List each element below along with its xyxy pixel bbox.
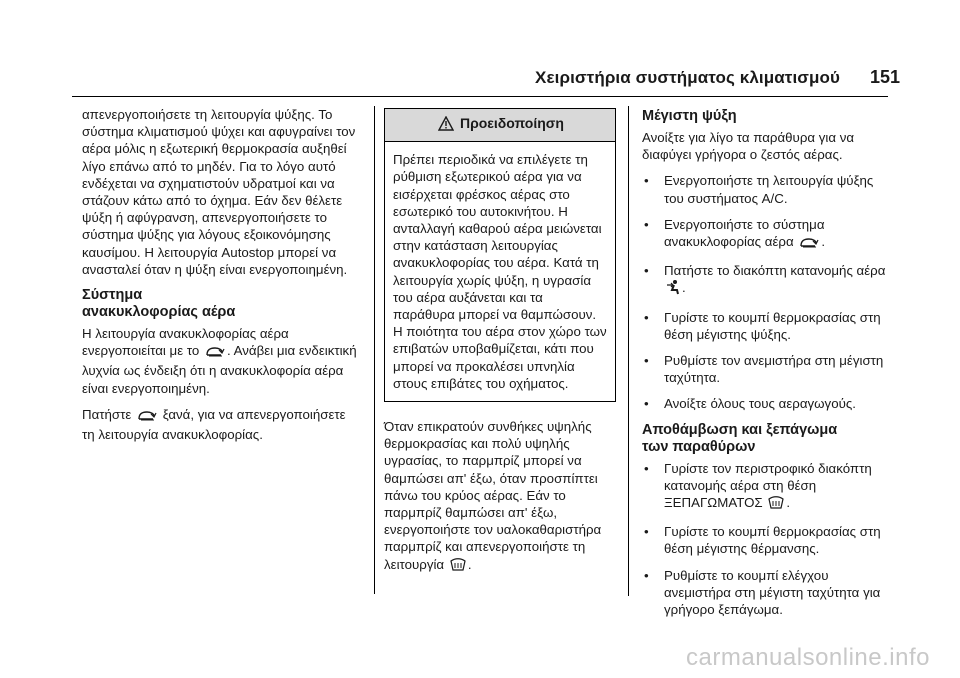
recirculation-text-before: Η λειτουργία ανακυκλοφορίας αέρα ενεργοποιείται με το <box>82 326 289 359</box>
recirculation-icon <box>137 409 157 426</box>
fogging-paragraph <box>384 418 616 576</box>
column-1 <box>82 106 357 452</box>
windshield-defrost-icon <box>450 558 466 576</box>
recirculation-heading <box>82 287 357 321</box>
list-item <box>642 460 886 515</box>
recirculation-heading-line1: Σύστημα <box>82 287 143 304</box>
list-item-end: . <box>786 495 791 511</box>
column-divider-1 <box>374 106 375 594</box>
list-item: • Ρυθμίστε το κουμπί ελέγχου ανεμιστήρα στη μέγιστη ταχύτητα για γρήγορο ξεπάγωμα. <box>642 567 886 619</box>
list-item <box>642 262 886 299</box>
press-text: Πατήστε <box>82 406 132 422</box>
column-2 <box>384 106 616 585</box>
defrost-list <box>642 460 886 619</box>
page-number: 151 <box>869 67 900 87</box>
warning-header <box>385 109 615 142</box>
list-item: • Γυρίστε το κουμπί θερμοκρασίας στη θέση μέγιστης θέρμανσης. <box>642 523 886 557</box>
warning-text: Πρέπει περιοδικά να επιλέγετε τη ρύθμιση εξωτερικού αέρα για να εισέρχεται φρέσκος αέρας στο εσωτερικό του αυτοκινήτου. Η ανταλλαγή καθαρού αέρα μειώνεται στην κατάσταση λειτουργίας ανακυκλοφορίας του αέρα. Κατά τη λειτουργία χωρίς ψύξη, η υγρασία του αέρα αυξάνεται και τα παράθυρα μπορεί να θαμπώσουν. Η ποιότητα του αέρα στον χώρο των επιβατών υποβαθμίζεται, κάτι που μπορεί να προκαλέσει υπνηλία στους επιβάτες του οχήματος. <box>393 152 607 391</box>
recirculation-off-paragraph <box>82 406 357 443</box>
list-item: • Ρυθμίστε τον ανεμιστήρα στη μέγιστη ταχύτητα. <box>642 352 886 386</box>
recirculation-icon <box>799 236 819 253</box>
defrost-heading-line2: των παραθύρων <box>642 438 756 455</box>
page-header <box>0 66 960 96</box>
section-title: Χειριστήρια συστήματος κλιματισμού <box>535 68 840 87</box>
defrost-heading <box>642 422 886 456</box>
max-cooling-heading: Μέγιστη ψύξη <box>642 108 737 124</box>
warning-box <box>384 108 616 402</box>
recirculation-icon <box>205 345 225 362</box>
recirculation-text-after: . Ανάβει μια ενδεικτική λυχνία ως ένδειξη ότι η ανακυκλοφορία αέρα είναι ενεργοποιημένη. <box>82 343 357 396</box>
air-distribution-icon <box>666 279 680 299</box>
list-item-end: . <box>682 280 686 296</box>
list-item: • Ανοίξτε όλους τους αεραγωγούς. <box>642 395 886 412</box>
max-cooling-intro: Ανοίξτε για λίγο τα παράθυρα για να διαφύγει γρήγορα ο ζεστός αέρας. <box>642 130 855 163</box>
list-item <box>642 216 886 253</box>
list-item-text: Γυρίστε τον περιστροφικό διακόπτη κατανομής αέρα στη θέση ΞΕΠΑΓΩΜΑΤΟΣ <box>664 460 872 511</box>
max-cooling-list <box>642 172 886 412</box>
watermark: carmanualsonline.info <box>686 644 930 671</box>
list-item-end: . <box>821 234 826 250</box>
windshield-defrost-icon <box>768 496 784 514</box>
list-item: • Ενεργοποιήστε τη λειτουργία ψύξης του συστήματος A/C. <box>642 172 886 206</box>
warning-triangle-icon <box>438 116 454 135</box>
recirculation-heading-line2: ανακυκλοφορίας αέρα <box>82 304 236 321</box>
defrost-heading-line1: Αποθάμβωση και ξεπάγωμα <box>642 421 838 438</box>
list-item: • Γυρίστε το κουμπί θερμοκρασίας στη θέση μέγιστης ψύξης. <box>642 309 886 343</box>
recirculation-paragraph <box>82 325 357 397</box>
cooling-paragraph: απενεργοποιήσετε τη λειτουργία ψύξης. Το σύστημα κλιματισμού ψύχει και αφυγραίνει τον αέρα μόλις η εξωτερική θερμοκρασία αυξηθεί λίγο επάνω από το μηδέν. Για το λόγο αυτό ενδέχεται να σχηματιστούν υδρατμοί και να στάζουν κάτω από το όχημα. Εάν δεν θέλετε ψύξη ή αφύγρανση, απενεργοποιήσετε το σύστημα ψύξης για λόγους εξοικονόμησης καυσίμου. Η λειτουργία Autostop μπορεί να ανασταλεί όταν η ψύξη είναι ενεργοποιημένη. <box>82 107 356 277</box>
header-rule <box>72 96 888 97</box>
column-3 <box>642 106 886 627</box>
column-divider-2 <box>628 106 629 596</box>
list-item-text: Πατήστε το διακόπτη κατανομής αέρα <box>664 263 886 279</box>
warning-title: Προειδοποίηση <box>459 115 564 131</box>
press-again-text: ξανά, για να απενεργοποιήσετε τη λειτουργία ανακυκλοφορίας. <box>82 406 346 443</box>
list-item-text: Ενεργοποιήστε το σύστημα ανακυκλοφορίας αέρα <box>664 216 825 250</box>
fogging-text: Όταν επικρατούν συνθήκες υψηλής θερμοκρασίας και πολύ υψηλής υγρασίας, το παρμπρίζ μπορεί να θαμπώσει απ' έξω, όταν προσπίπτει πάνω του κρύος αέρας. Εάν το παρμπρίζ θαμπώσει απ' έξω, ενεργοποιήστε τον υαλοκαθαριστήρα παρμπρίζ και απενεργοποιήστε τη λειτουργία <box>384 419 602 572</box>
fogging-text-end: . <box>467 556 472 572</box>
